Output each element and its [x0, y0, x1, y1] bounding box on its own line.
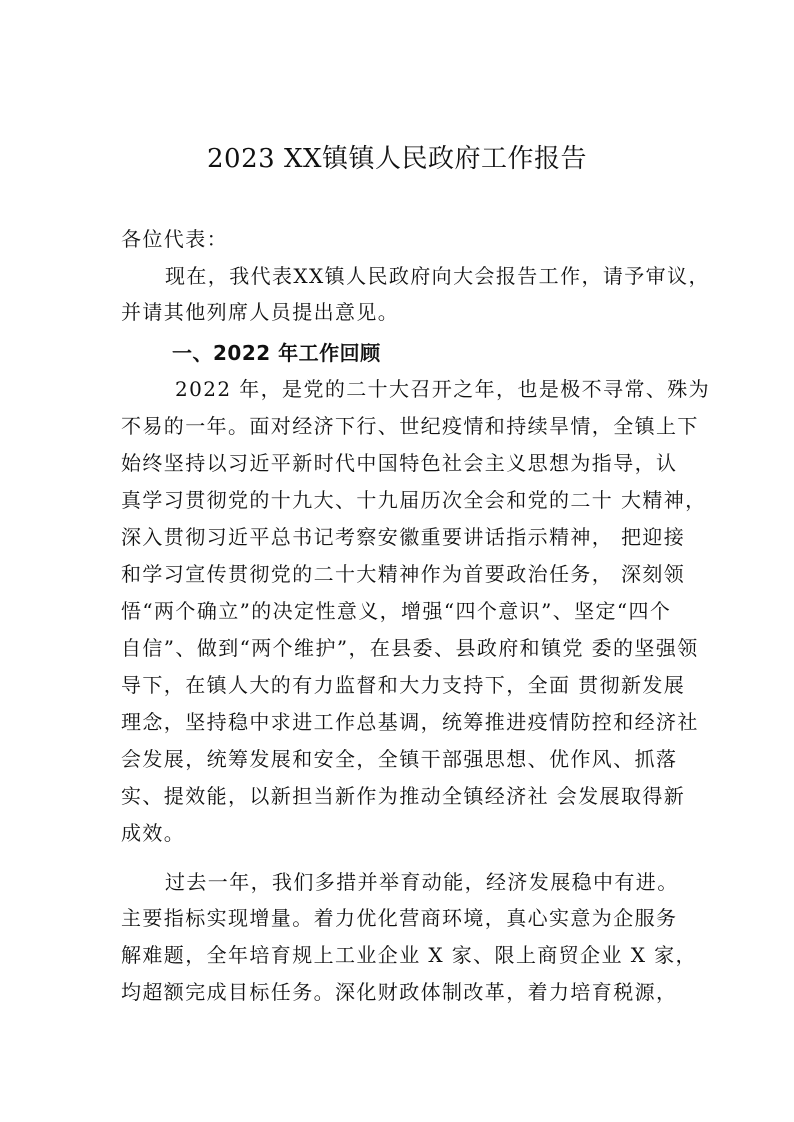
salutation: 各位代表：: [121, 227, 228, 251]
paragraph-line: 悟“两个确立”的决定性意义，增强“四个意识”、坚定“四个: [121, 599, 672, 623]
section-heading: 一、2022 年工作回顾: [172, 341, 381, 365]
paragraph-line: 主要指标实现增量。着力优化营商环境，真心实意为企服务: [121, 906, 678, 930]
intro-line: 并请其他列席人员提出意见。: [121, 300, 400, 324]
paragraph-line: 过去一年，我们多措并举育动能，经济发展稳中有进。: [165, 870, 679, 894]
intro-line: 现在，我代表XX镇人民政府向大会报告工作，请予审议，: [165, 264, 710, 288]
paragraph-line: 实、提效能，以新担当新作为推动全镇经济社 会发展取得新: [121, 784, 686, 808]
report-title: 2023 XX镇镇人民政府工作报告: [207, 144, 587, 174]
paragraph-line: 2022 年，是党的二十大召开之年，也是极不寻常、殊为: [175, 377, 711, 401]
paragraph-line: 理念，坚持稳中求进工作总基调，统筹推进疫情防控和经济社: [121, 710, 699, 734]
paragraph-line: 成效。: [121, 821, 186, 845]
paragraph-line: 始终坚持以习近平新时代中国特色社会主义思想为指导，认: [121, 451, 678, 475]
paragraph-line: 导下，在镇人大的有力监督和大力支持下，全面 贯彻新发展: [121, 673, 686, 697]
paragraph-line: 解难题，全年培育规上工业企业 X 家、限上商贸企业 X 家，: [121, 943, 697, 967]
paragraph-line: 深入贯彻习近平总书记考察安徽重要讲话指示精神， 把迎接: [121, 525, 686, 549]
paragraph-line: 均超额完成目标任务。深化财政体制改革，着力培育税源，: [121, 980, 678, 1004]
paragraph-line: 会发展，统筹发展和安全，全镇干部强思想、优作风、抓落: [121, 747, 678, 771]
paragraph-line: 不易的一年。面对经济下行、世纪疫情和持续旱情，全镇上下: [121, 414, 699, 438]
paragraph-line: 和学习宣传贯彻党的二十大精神作为首要政治任务， 深刻领: [121, 562, 686, 586]
paragraph-line: 自信”、做到“两个维护”，在县委、县政府和镇党 委的坚强领: [121, 636, 699, 660]
paragraph-line: 真学习贯彻党的十九大、十九届历次全会和党的二十 大精神，: [121, 488, 707, 512]
